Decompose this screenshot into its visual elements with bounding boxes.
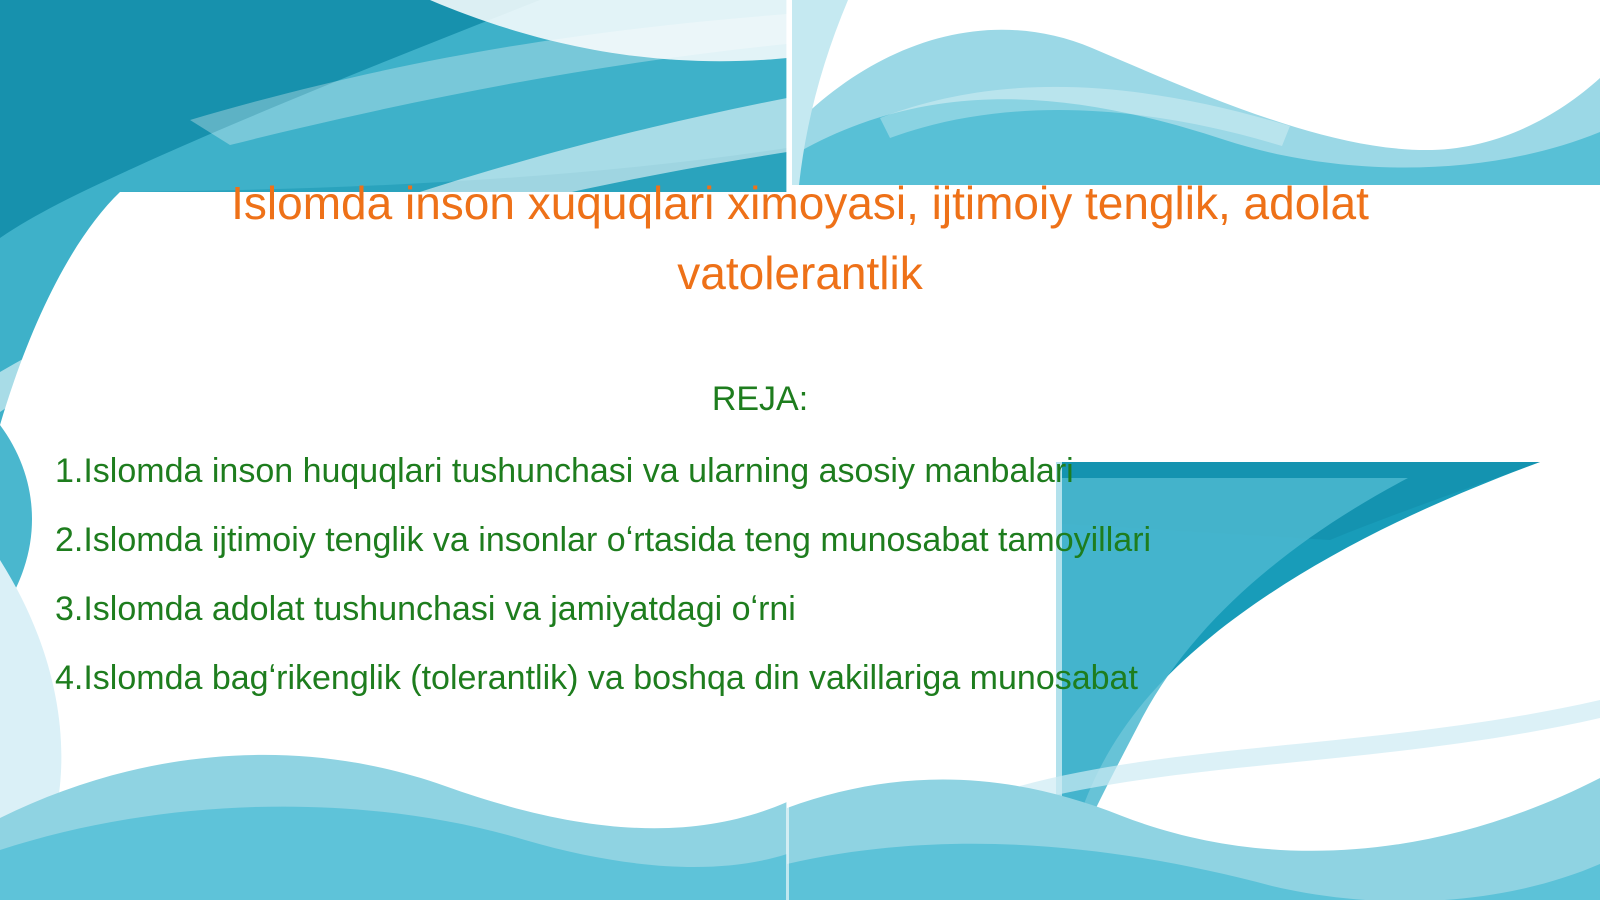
plan-item-3: 3.Islomda adolat tushunchasi va jamiyatdagi oʻrni bbox=[55, 589, 796, 628]
plan-item-1: 1.Islomda inson huquqlari tushunchasi va ularning asosiy manbalari bbox=[55, 451, 1074, 490]
slide-title: Islomda inson xuquqlari ximoyasi, ijtimoiy tenglik, adolat vatolerantlik bbox=[231, 177, 1369, 300]
plan-item-4: 4.Islomda bagʻrikenglik (tolerantlik) va boshqa din vakillariga munosabat bbox=[55, 658, 1138, 697]
plan-list bbox=[0, 451, 1600, 698]
plan-heading: REJA: bbox=[711, 379, 809, 418]
plan-item-2: 2.Islomda ijtimoiy tenglik va insonlar oʻrtasida teng munosabat tamoyillari bbox=[55, 520, 1152, 559]
